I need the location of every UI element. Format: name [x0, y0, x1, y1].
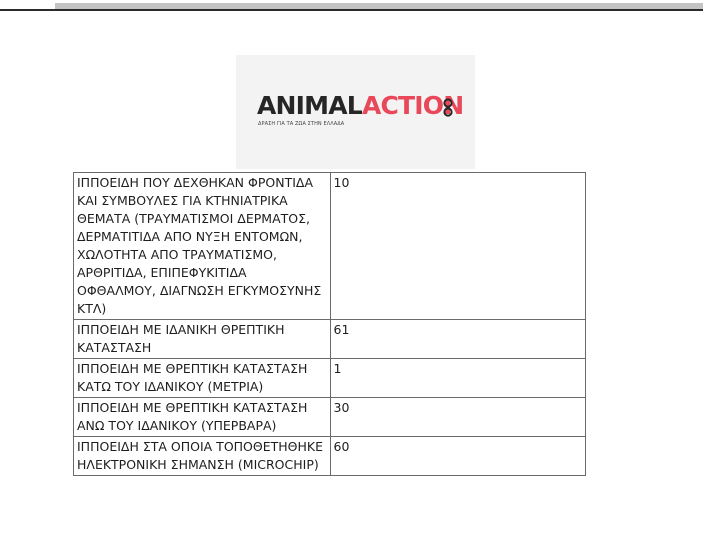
table-row [74, 173, 586, 320]
top-divider [0, 9, 703, 11]
table-row [74, 320, 586, 359]
row-label-line: ΙΠΠΟΕΙΔΗ ΜΕ ΘΡΕΠΤΙΚΗ ΚΑΤΑΣΤΑΣΗ [77, 361, 308, 376]
row-label-line: ΚΤΛ) [77, 301, 107, 316]
logo-tagline: ΔΡΑΣΗ ΓΙΑ ΤΑ ΖΩΑ ΣΤΗΝ ΕΛΛΑΔΑ [258, 121, 345, 127]
row-value: 60 [330, 437, 586, 476]
row-label-line: ΙΠΠΟΕΙΔΗ ΜΕ ΘΡΕΠΤΙΚΗ ΚΑΤΑΣΤΑΣΗ [77, 400, 308, 415]
row-label-line: ΙΠΠΟΕΙΔΗ ΠΟΥ ΔΕΧΘΗΚΑΝ ΦΡΟΝΤΙΔΑ [77, 175, 313, 190]
table-row [74, 398, 586, 437]
row-label-line: ΙΠΠΟΕΙΔΗ ΣΤΑ ΟΠΟΙΑ ΤΟΠΟΘΕΤΗΘΗΚΕ [77, 439, 323, 454]
row-label-line: ΟΦΘΑΛΜΟΥ, ΔΙΑΓΝΩΣΗ ΕΓΚΥΜΟΣΥΝΗΣ [77, 283, 322, 298]
row-label-line: ΔΕΡΜΑΤΙΤΙΔΑ ΑΠΟ ΝΥΞΗ ΕΝΤΟΜΩΝ, [77, 229, 303, 244]
row-label-line: ΑΡΘΡΙΤΙΔΑ, ΕΠΙΠΕΦΥΚΙΤΙΔΑ [77, 265, 247, 280]
row-label-line: ΑΝΩ ΤΟΥ ΙΔΑΝΙΚΟΥ (ΥΠΕΡΒΑΡΑ) [77, 418, 277, 433]
row-label-line: ΙΠΠΟΕΙΔΗ ΜΕ ΙΔΑΝΙΚΗ ΘΡΕΠΤΙΚΗ [77, 322, 285, 337]
row-value: 61 [330, 320, 586, 359]
logo-word-animal: ANIMAL [257, 91, 362, 120]
row-value: 10 [330, 173, 586, 320]
row-label-line: ΚΑΤΩ ΤΟΥ ΙΔΑΝΙΚΟΥ (ΜΕΤΡΙΑ) [77, 379, 264, 394]
row-label [74, 320, 331, 359]
row-label-line: ΘΕΜΑΤΑ (ΤΡΑΥΜΑΤΙΣΜΟΙ ΔΕΡΜΑΤΟΣ, [77, 211, 310, 226]
row-label-line: ΧΩΛΟΤΗΤΑ ΑΠΟ ΤΡΑΥΜΑΤΙΣΜΟ, [77, 247, 277, 262]
horse-care-statistics-table [73, 172, 586, 476]
row-value: 1 [330, 359, 586, 398]
row-value: 30 [330, 398, 586, 437]
row-label-line: ΚΑΤΑΣΤΑΣΗ [77, 340, 152, 355]
logo-wordmark [257, 93, 463, 118]
logo-word-action: ACTION [361, 91, 464, 120]
row-label-line: ΗΛΕΚΤΡΟΝΙΚΗ ΣΗΜΑΝΣΗ (MICROCHIP) [77, 457, 319, 472]
row-label [74, 173, 331, 320]
logo-rings-icon [443, 98, 453, 118]
row-label [74, 437, 331, 476]
table-row [74, 359, 586, 398]
table-row [74, 437, 586, 476]
row-label-line: ΚΑΙ ΣΥΜΒΟΥΛΕΣ ΓΙΑ ΚΤΗΝΙΑΤΡΙΚΑ [77, 193, 288, 208]
animal-action-logo [236, 55, 475, 169]
row-label [74, 398, 331, 437]
row-label [74, 359, 331, 398]
